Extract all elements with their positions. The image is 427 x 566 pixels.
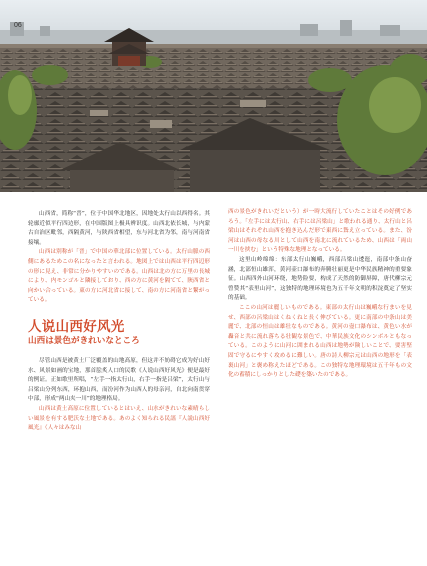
- page-number: 06: [14, 22, 22, 29]
- paragraph-ja: 西の景色がきれいだという）が一時大流行していたことはその好例であろう。「左手には太行山、右手には呂梁山」と歌われる通り、太行山と呂梁山はそれぞれ山西を抱き込んだ形で東西に聳え立っている。また、汾河は山西の母なる川として山西を南北に流れているため、山西は「両山一川を挟む」という特殊な地理となっている。: [228, 209, 412, 254]
- paragraph-ja: 山西は別称が「晋」で中国の華北部に位置している。太行山脈の西側にあるためこの名になったと言われる。地図上では山西は平行四辺形の形に見え、非常に分かりやすいのである。山西は北の方に万里の長城により、内モンゴルと隣接しており、西の方に黄河を隔てて、陝西省と向かい合っている。東の方に河北省に接して、南の方に河南省と繋がっている。: [28, 249, 210, 304]
- left-column: [28, 210, 210, 434]
- paragraph-zh: 尽管山西是被黄土厂泛覆盖的山地高原，但这并不妨碍它成为好山好水、风景如画的宝地，那首脍炙人口的民歌《人说山西好风光》便是最好的例证。正如歌里所唱，“左手一指太行山，右手一指是吕梁”，太行山与吕梁山分列东西，环抱山西，而汾河作为山西人的母亲河，自北向南贯穿中部，形成“两山夹一川”的地理格局。: [28, 357, 210, 403]
- section-heading: [28, 320, 210, 347]
- paragraph-ja: 山西は黄土高原に位置しているとはいえ、山水がきれいな素晴らしい風景を有する肥沃な土地である。あのよく知られる民謡『人説山西好風光』（人々はみな山: [28, 405, 210, 432]
- paragraph-zh: 山西省，简称“晋”，位于中国华北地区，因地处太行山以西得名。其轮廓近似平行四边形，在中国版图上极具辨识度。山西北依长城，与内蒙古自治区毗邻，西隔黄河，与陕西省相望，东与河北省为邻，南与河南省接壤。: [28, 211, 210, 246]
- heading-ja: 山西は景色がきれいなところ: [28, 335, 140, 346]
- paragraph-ja: ここの山河は麗しいものである。東部の太行山は巍峨な行まいを見せ、西部の呂梁山はくねくねと長く伸びている。更に南部の中条山は美麗で、北部の恒山は雄壮なものである。黄河の壺口瀑布は、黄色い水が轟音と共に流れ落ちる壮観な景色で、中華民族文化のシンボルともなっている。このように山河に囲まれる山西は地勢が険しいことで、要害堅固で守るにやすく攻めるに難しい。唐の詩人柳宗元は山西の地形を「表裏山河」と褒め称えたほどである。この独特な地理環境は五千年もの文化の蓄積にしっかりとした礎を築いたのである。: [228, 304, 412, 379]
- heading-zh: 人说山西好风光: [28, 318, 125, 335]
- paragraph-zh: 这里山岭绵绵：东部太行山巍峨，西部吕梁山逶迤，南部中条山奋涵，北部恒山雄浑，黄河壶口瀑布的奔腾壮丽更是中华民族精神的重要象征。山西四外山河环绕，地势险要，构成了天然的防御屏障，唐代柳宗元曾赞其“表里山河”，这独特的地理环境也为五千年文明的积淀奠定了坚实的基础。: [228, 256, 412, 302]
- hero-photo-ancient-city: [0, 0, 427, 192]
- right-column: [228, 208, 412, 381]
